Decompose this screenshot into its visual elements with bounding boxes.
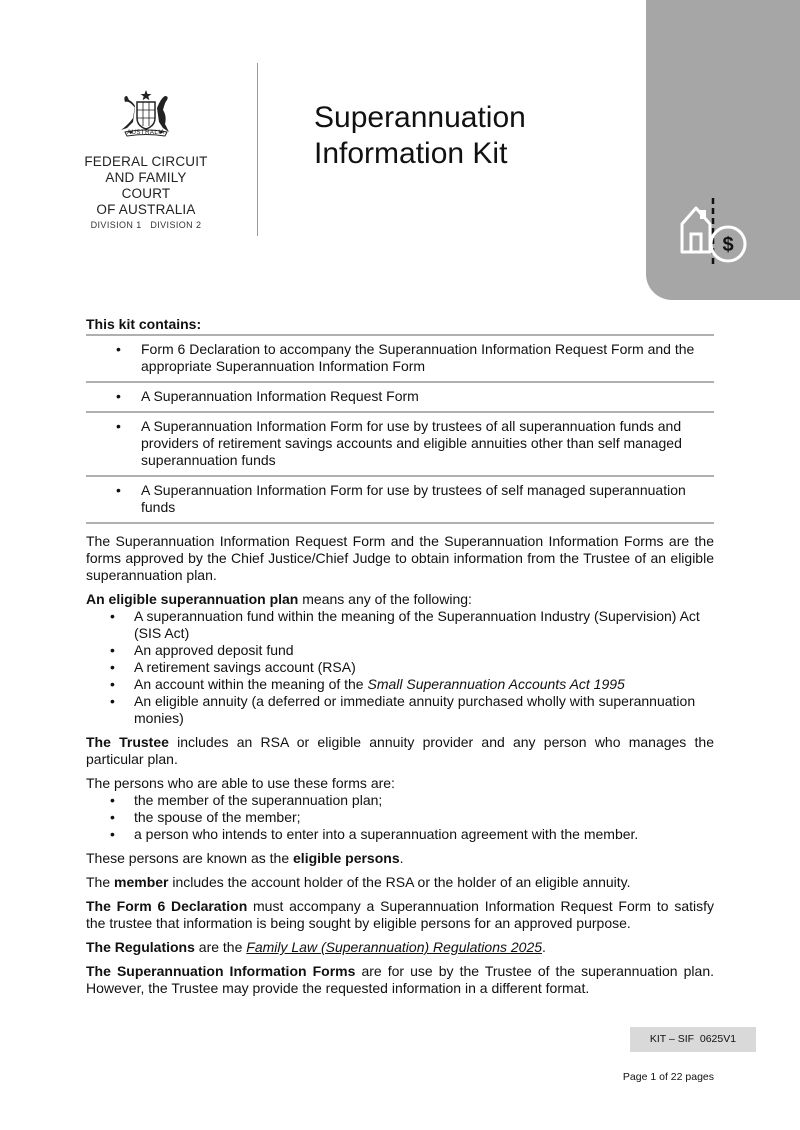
form-code-badge: KIT – SIF 0625V1	[630, 1027, 756, 1052]
list-item-text: An account within the meaning of the	[134, 676, 368, 692]
member-term: member	[114, 874, 169, 890]
header-divider	[257, 63, 258, 236]
form6-term: The Form 6 Declaration	[86, 898, 248, 914]
court-name-line: OF AUSTRALIA	[96, 202, 196, 217]
persons-list	[86, 792, 714, 843]
section-tab	[646, 0, 800, 300]
kit-contents-list	[86, 336, 714, 524]
esp-term: An eligible superannuation plan	[86, 591, 299, 607]
svg-text:$: $	[722, 234, 734, 256]
list-item	[86, 676, 714, 693]
regulations-term: The Regulations	[86, 939, 195, 955]
court-name	[80, 154, 212, 218]
list-item: • A Superannuation Information Form for use by trustees of self managed superannuation funds	[86, 477, 714, 524]
list-item: • Form 6 Declaration to accompany the Superannuation Information Request Form and the appropriate Superannuation Information Form	[86, 336, 714, 383]
court-divisions: DIVISION 1 DIVISION 2	[90, 220, 202, 230]
court-name-line: FEDERAL CIRCUIT	[84, 154, 208, 169]
known-text: These persons are known as the	[86, 850, 294, 866]
known-end: .	[399, 850, 404, 866]
eligible-persons-paragraph	[86, 850, 714, 867]
title-line: Superannuation	[314, 101, 526, 134]
trustee-text: includes an RSA or eligible annuity provider and any person who manages the particular plan.	[86, 734, 714, 767]
list-item: • A Superannuation Information Request Form	[86, 383, 714, 413]
sif-paragraph	[86, 963, 714, 997]
regulations-paragraph	[86, 939, 714, 956]
esp-text: means any of the following:	[298, 591, 472, 607]
court-name-line: AND FAMILY COURT	[105, 170, 187, 201]
list-item: • the member of the superannuation plan;	[86, 792, 714, 809]
page-number: Page 1 of 22 pages	[622, 1071, 714, 1083]
regulations-text: are the	[194, 939, 247, 955]
list-item: • A retirement savings account (RSA)	[86, 659, 714, 676]
sif-text: are for use by the Trustee of the superannuation plan. However, the Trustee may provide the requested information in a different format.	[86, 963, 714, 996]
main-content	[86, 316, 714, 997]
persons-intro: The persons who are able to use these forms are:	[86, 775, 395, 791]
intro-paragraph: The Superannuation Information Request Form and the Superannuation Information Forms are the forms approved by the Chief Justice/Chief Judge to obtain information from the Trustee of an eligible superannuation plan.	[86, 533, 714, 583]
list-item: • a person who intends to enter into a superannuation agreement with the member.	[86, 826, 714, 843]
list-item: • A superannuation fund within the meaning of the Superannuation Industry (Supervision) Act (SIS Act)	[86, 608, 714, 642]
sif-term: The Superannuation Information Forms	[86, 963, 356, 979]
trustee-term: The Trustee	[86, 734, 169, 750]
member-text: includes the account holder of the RSA or the holder of an eligible annuity.	[168, 874, 631, 890]
page-title	[314, 100, 526, 172]
regulations-link[interactable]: Family Law (Superannuation) Regulations 2025	[246, 939, 543, 955]
list-item: • A Superannuation Information Form for use by trustees of all superannuation funds and providers of retirement savings accounts and eligible annuities other than self managed superannuation funds	[86, 413, 714, 477]
eligible-persons-term: eligible persons	[293, 850, 400, 866]
act-title: Small Superannuation Accounts Act 1995	[367, 676, 625, 692]
form6-paragraph	[86, 898, 714, 932]
court-logo	[80, 88, 212, 230]
crest-motto: AUSTRALIA	[127, 130, 165, 136]
esp-list	[86, 608, 714, 727]
form6-text: must accompany a Superannuation Information Request Form to satisfy the trustee that information is being sought by eligible persons for an approved purpose.	[86, 898, 714, 931]
kit-contents-heading: This kit contains:	[86, 316, 714, 336]
list-item: • An approved deposit fund	[86, 642, 714, 659]
member-pre: The	[86, 874, 115, 890]
list-item: • An eligible annuity (a deferred or immediate annuity purchased wholly with superannuation monies)	[86, 693, 714, 727]
esp-paragraph	[86, 591, 714, 608]
house-dollar-icon	[676, 192, 750, 270]
list-item: • the spouse of the member;	[86, 809, 714, 826]
regulations-end: .	[542, 939, 546, 955]
trustee-paragraph	[86, 734, 714, 768]
title-line: Information Kit	[314, 137, 508, 170]
member-paragraph	[86, 874, 714, 891]
